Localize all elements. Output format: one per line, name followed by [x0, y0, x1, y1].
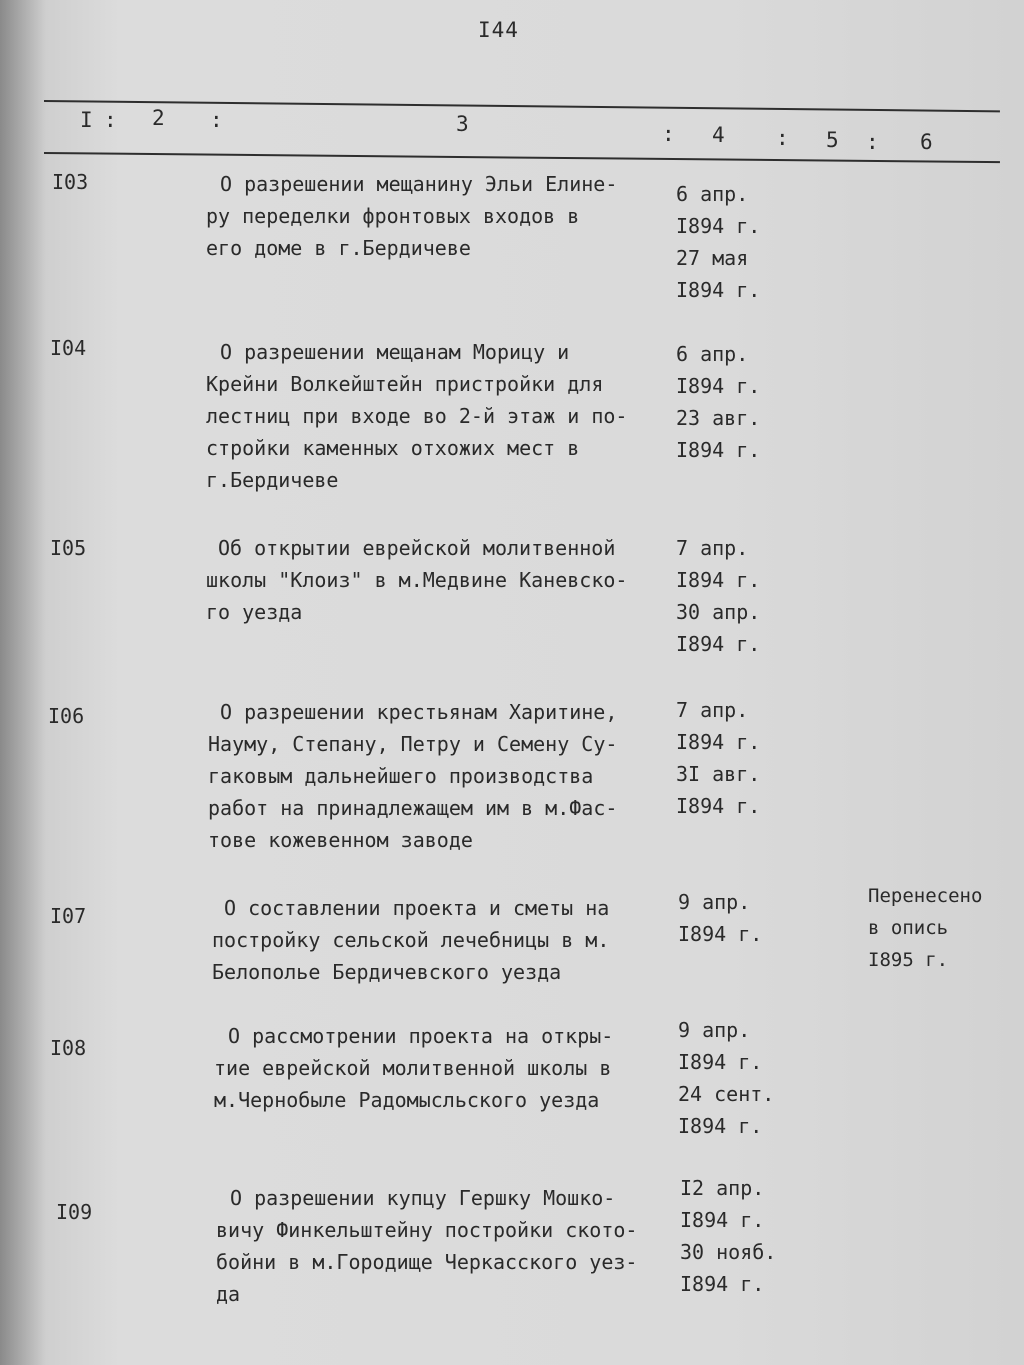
date-line: I894 г. [680, 1272, 765, 1296]
column-separator: : [866, 130, 879, 154]
date-line: I2 апр. [680, 1176, 765, 1200]
date-line: I894 г. [678, 922, 763, 946]
entry-description [206, 336, 676, 496]
column-header-3: 3 [456, 112, 469, 136]
description-line: лестниц при входе во 2-й этаж и по- [206, 404, 628, 428]
date-line: 27 мая [676, 246, 749, 270]
column-separator: : [210, 108, 223, 132]
description-line: стройки каменных отхожих мест в [206, 436, 580, 460]
description-line: Науму, Степану, Петру и Семену Су- [208, 732, 618, 756]
date-line: I894 г. [676, 278, 761, 302]
description-line: О рассмотрении проекта на откры- [228, 1024, 614, 1048]
entry-number: I09 [56, 1200, 93, 1224]
column-header-4: 4 [712, 123, 725, 147]
date-line: 24 сент. [678, 1082, 775, 1106]
column-header-5: 5 [826, 128, 839, 152]
description-line: его доме в г.Бердичеве [206, 236, 471, 260]
note-line: в опись [868, 917, 949, 939]
entry-dates [676, 178, 760, 306]
note-line: I895 г. [868, 949, 949, 971]
transfer-note [868, 880, 982, 976]
header-rule-top [44, 100, 1000, 112]
date-line: I894 г. [678, 1050, 763, 1074]
date-line: 23 авг. [676, 406, 761, 430]
description-line: О разрешении крестьянам Харитине, [220, 700, 618, 724]
date-line: I894 г. [680, 1208, 765, 1232]
description-line: О разрешении купцу Гершку Мошко- [230, 1186, 616, 1210]
description-line: школы "Клоиз" в м.Медвине Каневско- [206, 568, 628, 592]
date-line: 3I авг. [676, 762, 761, 786]
description-line: г.Бердичеве [206, 468, 339, 492]
column-separator: : [776, 126, 789, 150]
entry-dates [676, 694, 760, 822]
date-line: I894 г. [676, 438, 761, 462]
date-line: 30 апр. [676, 600, 761, 624]
date-line: 7 апр. [676, 698, 749, 722]
entry-description [206, 168, 676, 264]
date-line: 9 апр. [678, 1018, 751, 1042]
date-line: I894 г. [678, 1114, 763, 1138]
description-line: Белополье Бердичевского уезда [212, 960, 562, 984]
date-line: 6 апр. [676, 342, 749, 366]
description-line: вичу Финкельштейну постройки ското- [216, 1218, 638, 1242]
column-separator: : [662, 122, 675, 146]
column-separator: : [104, 108, 117, 132]
date-line: 9 апр. [678, 890, 751, 914]
description-line: ру переделки фронтовых входов в [206, 204, 580, 228]
description-line: да [216, 1282, 241, 1306]
date-line: 7 апр. [676, 536, 749, 560]
column-header-2: 2 [152, 106, 165, 130]
date-line: I894 г. [676, 374, 761, 398]
date-line: 30 нояб. [680, 1240, 777, 1264]
description-line: О разрешении мещанину Эльи Елине- [220, 172, 618, 196]
date-line: I894 г. [676, 214, 761, 238]
entry-number: I08 [50, 1036, 87, 1060]
description-line: тове кожевенном заводе [208, 828, 473, 852]
entry-dates [678, 1014, 774, 1142]
entry-dates [678, 886, 762, 950]
entry-description [214, 1020, 684, 1116]
date-line: 6 апр. [676, 182, 749, 206]
description-line: го уезда [206, 600, 303, 624]
entry-description [212, 892, 682, 988]
column-header-1: I [80, 108, 93, 132]
description-line: Об открытии еврейской молитвенной [218, 536, 616, 560]
entry-description [206, 532, 676, 628]
date-line: I894 г. [676, 794, 761, 818]
date-line: I894 г. [676, 632, 761, 656]
description-line: постройку сельской лечебницы в м. [212, 928, 610, 952]
date-line: I894 г. [676, 568, 761, 592]
description-line: О разрешении мещанам Морицу и [220, 340, 570, 364]
entry-number: I06 [48, 704, 85, 728]
header-rule-bottom [44, 152, 1000, 163]
description-line: бойни в м.Городище Черкасского уез- [216, 1250, 638, 1274]
entry-number: I07 [50, 904, 87, 928]
entry-description [216, 1182, 686, 1310]
entry-dates [680, 1172, 776, 1300]
entry-dates [676, 338, 760, 466]
description-line: тие еврейской молитвенной школы в [214, 1056, 612, 1080]
description-line: м.Чернобыле Радомысльского уезда [214, 1088, 600, 1112]
entry-number: I04 [50, 336, 87, 360]
description-line: гаковым дальнейшего производства [208, 764, 594, 788]
description-line: Крейни Волкейштейн пристройки для [206, 372, 604, 396]
entry-number: I03 [52, 170, 89, 194]
page-number: I44 [478, 18, 519, 42]
description-line: О составлении проекта и сметы на [224, 896, 610, 920]
note-line: Перенесено [868, 885, 983, 907]
entry-dates [676, 532, 760, 660]
column-header-6: 6 [920, 130, 933, 154]
date-line: I894 г. [676, 730, 761, 754]
entry-number: I05 [50, 536, 87, 560]
description-line: работ на принадлежащем им в м.Фас- [208, 796, 618, 820]
entry-description [208, 696, 678, 856]
